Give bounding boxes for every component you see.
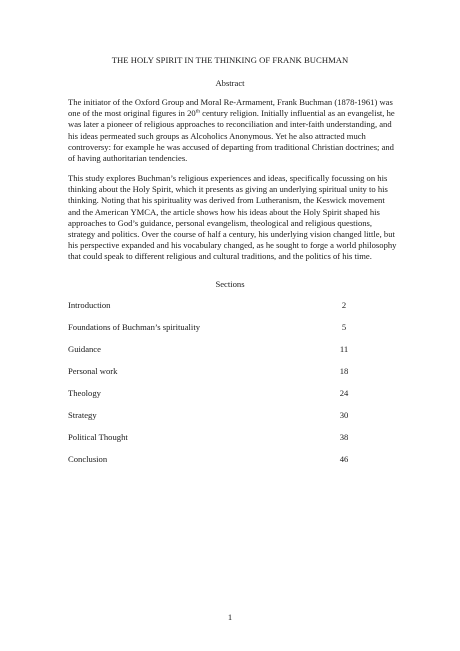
- toc-label: Guidance: [68, 344, 101, 354]
- toc-row: [68, 299, 398, 311]
- paragraph-1-text-b: century religion. Initially influential as an evangelist, he was later a pioneer of religious approaches to reconciliation and inter-faith understanding, and his ideas permeated such groups as Alcoholics Anonymous. Yet he also attracted much controversy: for example he was accused of departing from traditional Christian doctrines; and of having authoritarian tendencies.: [68, 108, 395, 164]
- toc-row: [68, 453, 398, 465]
- toc-row: [68, 343, 398, 355]
- abstract-paragraph-2: This study explores Buchman’s religious experiences and ideas, specifically focussing on his thinking about the Holy Spirit, which it presents as giving an underlying spiritual unity to his thinking. Noting that his spirituality was derived from Lutheranism, the Keswick movement and the American YMCA, the article shows how his ideas about the Holy Spirit shaped his approaches to God’s guidance, personal evangelism, theological and religious questions, strategy and politics. Over the course of half a century, his underlying vision changed little, but his perspective expanded and his vocabulary changed, as he sought to forge a world philosophy that could speak to different religious and cultural traditions, and the politics of his time.: [68, 173, 397, 262]
- paragraph-1-text-a: The initiator of the Oxford Group and Moral Re-Armament, Frank Buchman (1878-1961) was one of the most original figures in 20: [68, 97, 393, 119]
- toc-page-number: 46: [339, 454, 349, 464]
- toc-row: [68, 431, 398, 443]
- toc-row: [68, 365, 398, 377]
- toc-label: Personal work: [68, 366, 118, 376]
- sections-heading: Sections: [215, 279, 245, 289]
- page-number: 1: [227, 612, 233, 622]
- toc-page-number: 11: [339, 344, 349, 354]
- toc-label: Political Thought: [68, 432, 128, 442]
- toc-page-number: 24: [339, 388, 349, 398]
- toc-page-number: 18: [339, 366, 349, 376]
- toc-page-number: 2: [341, 300, 347, 310]
- toc-label: Strategy: [68, 410, 97, 420]
- toc-label: Foundations of Buchman’s spirituality: [68, 322, 201, 332]
- toc-label: Introduction: [68, 300, 111, 310]
- document-title: THE HOLY SPIRIT IN THE THINKING OF FRANK BUCHMAN: [111, 55, 349, 65]
- toc-label: Conclusion: [68, 454, 108, 464]
- toc-page-number: 30: [339, 410, 349, 420]
- abstract-paragraph-1: [68, 97, 398, 164]
- toc-row: [68, 387, 398, 399]
- toc-label: Theology: [68, 388, 101, 398]
- toc-row: [68, 321, 398, 333]
- toc-page-number: 5: [341, 322, 347, 332]
- abstract-heading: Abstract: [215, 78, 245, 88]
- toc-page-number: 38: [339, 432, 349, 442]
- ordinal-suffix: th: [195, 108, 200, 115]
- toc-row: [68, 409, 398, 421]
